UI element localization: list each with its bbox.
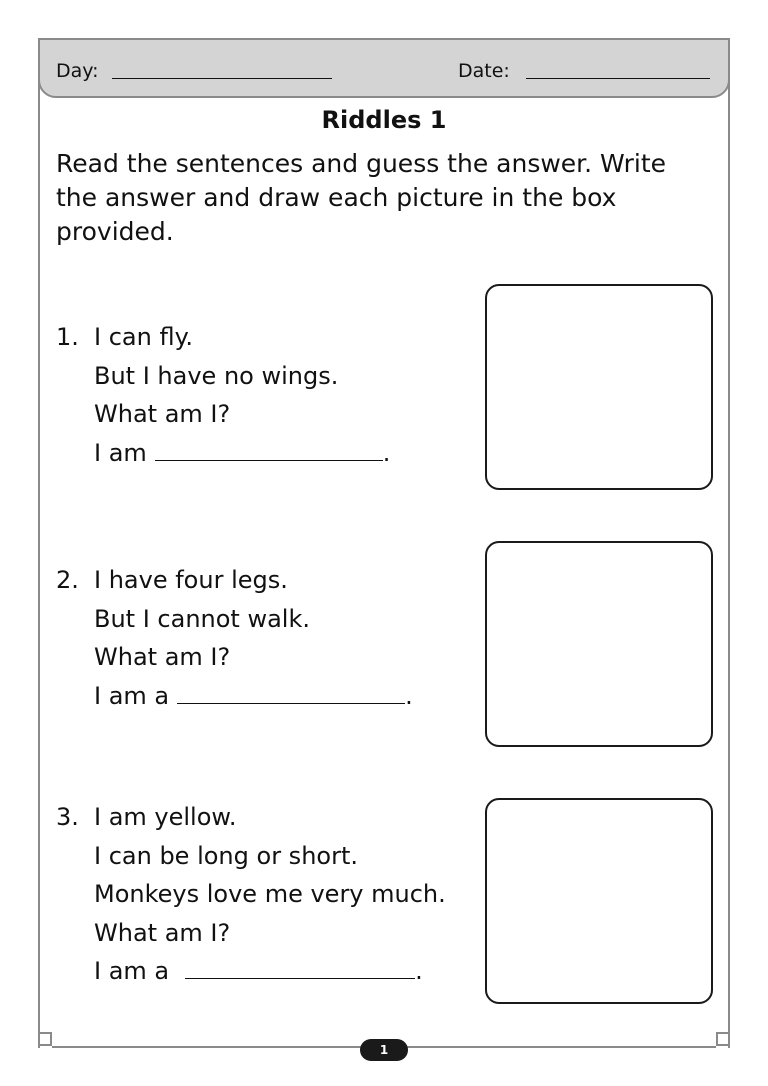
answer-suffix: . [405,681,413,710]
riddle-line: I have four legs. [94,566,288,594]
answer-prefix: I am a [94,681,170,710]
riddle-line: What am I? [94,918,231,947]
page-number: 1 [360,1039,408,1061]
riddle-line: I can be long or short. [94,841,358,870]
instructions: Read the sentences and guess the answer. Write the answer and draw each picture in the box provided. [56,149,667,246]
riddle-line: What am I? [94,400,231,428]
riddle-line: What am I? [94,643,231,671]
riddle-line: I am yellow. [94,803,237,831]
riddle-line: But I have no wings. [94,361,339,390]
answer-line [94,677,413,716]
drawing-box-2[interactable] [485,541,713,747]
riddle-number: 2. [56,566,79,594]
answer-prefix: I am a [94,957,170,985]
riddle-line: I can fly. [94,323,193,351]
header-band [38,38,730,98]
answer-suffix: . [382,438,391,467]
corner-ornament-right [716,1032,730,1046]
riddle-line: But I cannot walk. [94,604,310,633]
answer-line [94,434,390,473]
riddle-number: 1. [56,323,79,351]
answer-prefix: I am [94,438,147,467]
answer-blank[interactable] [177,681,405,704]
day-field[interactable] [112,78,332,79]
drawing-box-1[interactable] [485,284,713,490]
riddle-line: Monkeys love me very much. [94,880,446,908]
answer-suffix: . [415,957,423,985]
corner-ornament-left [38,1032,52,1046]
answer-line [94,952,446,991]
date-field[interactable] [526,78,710,79]
answer-blank[interactable] [155,438,383,461]
day-label: Day: [56,60,99,82]
drawing-box-3[interactable] [485,798,713,1004]
page-title: Riddles 1 [321,106,447,134]
date-label: Date: [458,60,510,82]
answer-blank[interactable] [185,956,415,979]
riddle-number: 3. [56,803,79,831]
